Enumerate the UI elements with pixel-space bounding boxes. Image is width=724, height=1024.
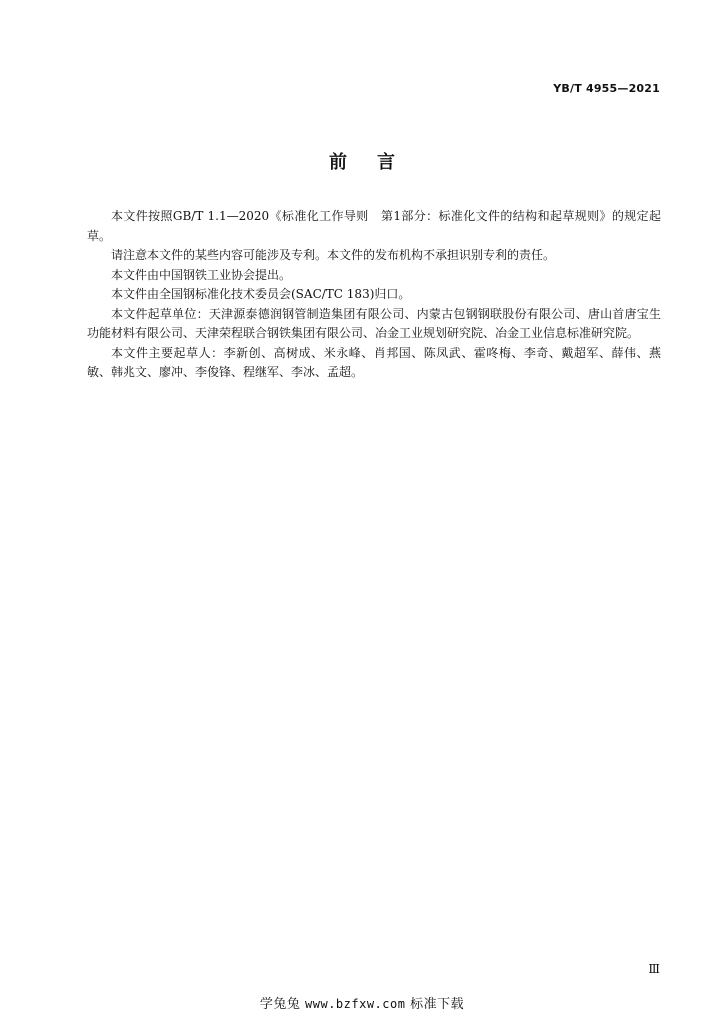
foreword-body <box>87 207 661 383</box>
page-title: 前言 <box>329 152 425 173</box>
paragraph-technical-committee: 本文件由全国钢标准化技术委员会(SAC/TC 183)归口。 <box>111 287 411 301</box>
paragraph-proposer: 本文件由中国钢铁工业协会提出。 <box>111 267 292 282</box>
standard-number: YB/T 4955—2021 <box>553 82 660 95</box>
paragraph-drafting-rules: 本文件按照GB/T 1.1—2020《标准化工作导则 第1部分：标准化文件的结构和起草规则》的规定起草。 <box>87 209 661 243</box>
footer <box>0 993 724 1012</box>
footer-url-link[interactable]: www.bzfxw.com <box>305 997 406 1011</box>
paragraph-drafting-units: 本文件起草单位：天津源泰德润钢管制造集团有限公司、内蒙古包钢钢联股份有限公司、唐山首唐宝生功能材料有限公司、天津荣程联合钢铁集团有限公司、冶金工业规划研究院、冶金工业信息标准研究院。 <box>87 306 661 340</box>
page-number: Ⅲ <box>648 962 660 976</box>
footer-suffix: 标准下载 <box>410 997 465 1012</box>
footer-prefix: 学兔兔 <box>259 997 301 1012</box>
paragraph-patent-notice: 请注意本文件的某些内容可能涉及专利。本文件的发布机构不承担识别专利的责任。 <box>111 248 556 262</box>
paragraph-main-drafters: 本文件主要起草人：李新创、高树成、米永峰、肖邦国、陈凤武、霍咚梅、李奇、戴超军、薛伟、燕敏、韩兆文、廖冲、李俊锋、程继军、李冰、孟超。 <box>87 345 661 379</box>
